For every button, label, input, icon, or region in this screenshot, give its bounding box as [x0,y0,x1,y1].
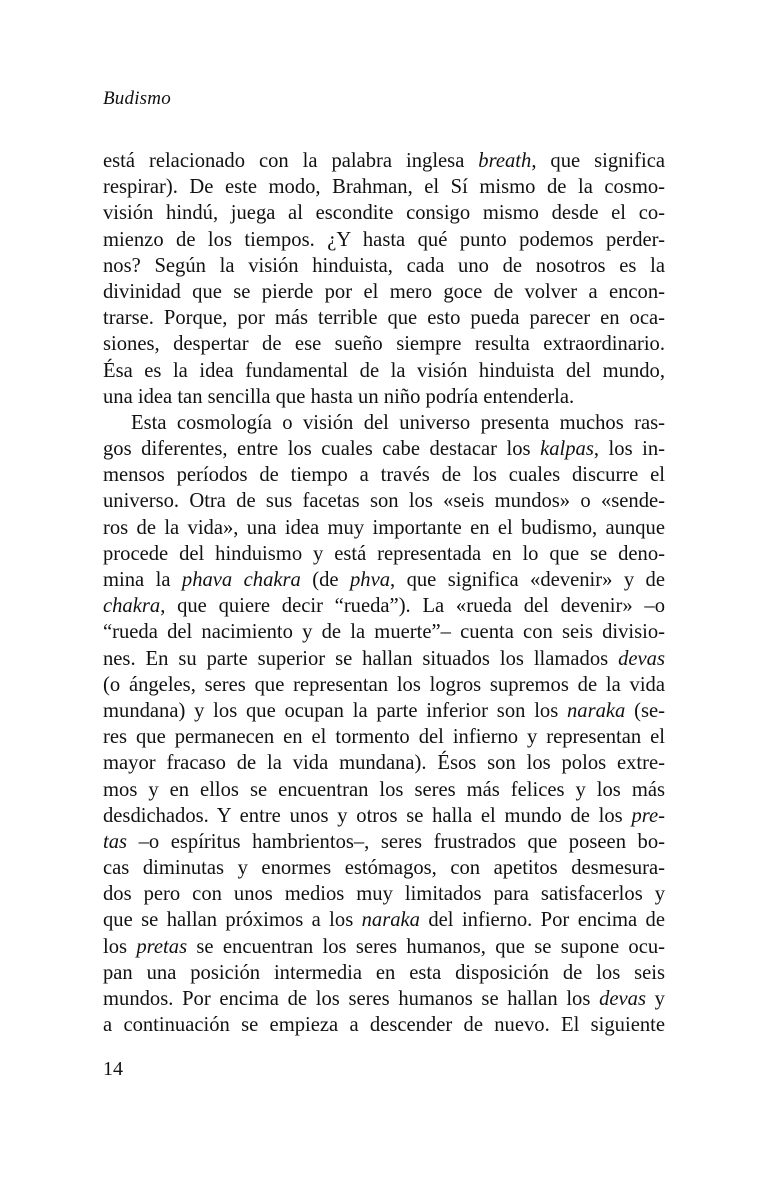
italic-term: naraka [567,699,626,722]
text-line [103,750,665,776]
running-header: Budismo [103,88,171,109]
text-segment: divinidad que se pierde por el mero goce de volver a encon- [103,280,665,303]
text-segment: mayor fracaso de la vida mundana). Ésos son los polos extre- [103,752,665,775]
text-line [103,227,665,253]
text-segment: mensos períodos de tiempo a través de los cuales discurre el [103,464,665,487]
text-line [103,646,665,672]
text-segment: pan una posición intermedia en esta disposición de los seis [103,961,665,984]
text-line [103,436,665,462]
text-segment: (o ángeles, seres que representan los logros supremos de la vida [103,673,665,696]
text-segment: visión hindú, juega al escondite consigo mismo desde el co- [103,202,665,225]
italic-term: chakra [103,595,161,618]
text-line [103,384,665,410]
text-line [103,279,665,305]
text-line [103,200,665,226]
text-line [103,698,665,724]
text-line [103,593,665,619]
text-segment: ros de la vida», una idea muy importante en el budismo, aunque [103,516,665,539]
text-segment: que se hallan próximos a los [103,909,362,932]
text-segment: , que significa «devenir» y de [390,569,665,591]
text-segment: nos? Según la visión hinduista, cada uno de nosotros es la [103,254,665,277]
text-segment: desdichados. Y entre unos y otros se halla el mundo de los [103,804,632,827]
page-number: 14 [103,1058,123,1080]
text-line [103,777,665,803]
text-segment: , que quiere decir “rueda”). La «rueda del devenir» –o [160,595,665,618]
text-line [103,960,665,986]
text-segment: , que significa [531,150,666,172]
text-segment: Ésa es la idea fundamental de la visión hinduista del mundo, [103,359,665,382]
text-segment: –o espíritus hambrientos–, seres frustrados que poseen bo- [127,830,665,853]
text-line [103,462,665,488]
text-segment: Esta cosmología o visión del universo presenta muchos ras- [131,411,665,434]
italic-term: tas [103,830,128,853]
paragraph [103,410,665,1039]
text-line [103,174,665,200]
text-line [103,488,665,514]
italic-term: pre- [631,804,665,827]
text-line [103,305,665,331]
text-segment: res que permanecen en el tormento del infierno y representan el [103,726,665,749]
text-segment: mundana) y los que ocupan la parte inferior son los [103,699,567,722]
text-line [103,148,665,174]
text-segment: mina la [103,569,182,591]
text-segment: los [103,935,137,958]
text-segment: (de [300,569,350,591]
italic-term: devas [599,988,646,1010]
text-segment: (se- [625,699,665,722]
text-line [103,934,665,960]
text-line [103,907,665,933]
text-segment: “rueda del nacimiento y de la muerte”– cuenta con seis divisio- [103,621,665,644]
italic-term: breath [478,150,532,172]
text-line [103,541,665,567]
text-segment: dos pero con unos medios muy limitados para satisfacerlos y [103,883,665,906]
text-segment: a continuación se empieza a descender de nuevo. El siguiente [103,1014,665,1037]
text-segment: mos y en ellos se encuentran los seres más felices y los más [103,778,665,801]
text-line [103,855,665,881]
text-line [103,253,665,279]
text-segment: procede del hinduismo y está representada en lo que se deno- [103,542,665,565]
text-line [103,672,665,698]
italic-term: naraka [361,909,420,932]
text-segment: una idea tan sencilla que hasta un niño podría entenderla. [103,385,575,408]
italic-term: phava chakra [181,569,301,591]
text-line [103,567,665,593]
text-line [103,331,665,357]
text-segment: cas diminutas y enormes estómagos, con apetitos desmesura- [103,857,665,880]
text-segment: mienzo de los tiempos. ¿Y hasta qué punto podemos perder- [103,228,665,251]
text-segment: respirar). De este modo, Brahman, el Sí mismo de la cosmo- [103,176,665,199]
text-segment: y [645,988,665,1010]
text-line [103,1012,665,1038]
text-segment: siones, despertar de ese sueño siempre resulta extraordinario. [103,333,665,356]
text-segment: gos diferentes, entre los cuales cabe destacar los [103,438,541,461]
text-line [103,803,665,829]
italic-term: phva [349,569,390,591]
text-segment: , los in- [593,438,666,461]
italic-term: pretas [136,935,188,958]
text-line [103,358,665,384]
text-segment: del infierno. Por encima de [419,909,665,932]
text-line [103,619,665,645]
text-line [103,829,665,855]
paragraph [103,148,665,410]
text-line [103,986,665,1012]
text-segment: universo. Otra de sus facetas son los «seis mundos» o «sende- [103,490,665,513]
text-line [103,724,665,750]
text-segment: está relacionado con la palabra inglesa [103,150,479,172]
italic-term: kalpas [540,438,594,461]
text-segment: nes. En su parte superior se hallan situados los llamados [103,647,619,670]
text-segment: se encuentran los seres humanos, que se supone ocu- [187,935,665,958]
text-segment: mundos. Por encima de los seres humanos se hallan los [103,988,600,1010]
text-line [103,881,665,907]
text-segment: trarse. Porque, por más terrible que esto pueda parecer en oca- [103,307,665,330]
italic-term: devas [618,647,665,670]
text-line [103,515,665,541]
body-text [103,148,665,1038]
text-line [103,410,665,436]
